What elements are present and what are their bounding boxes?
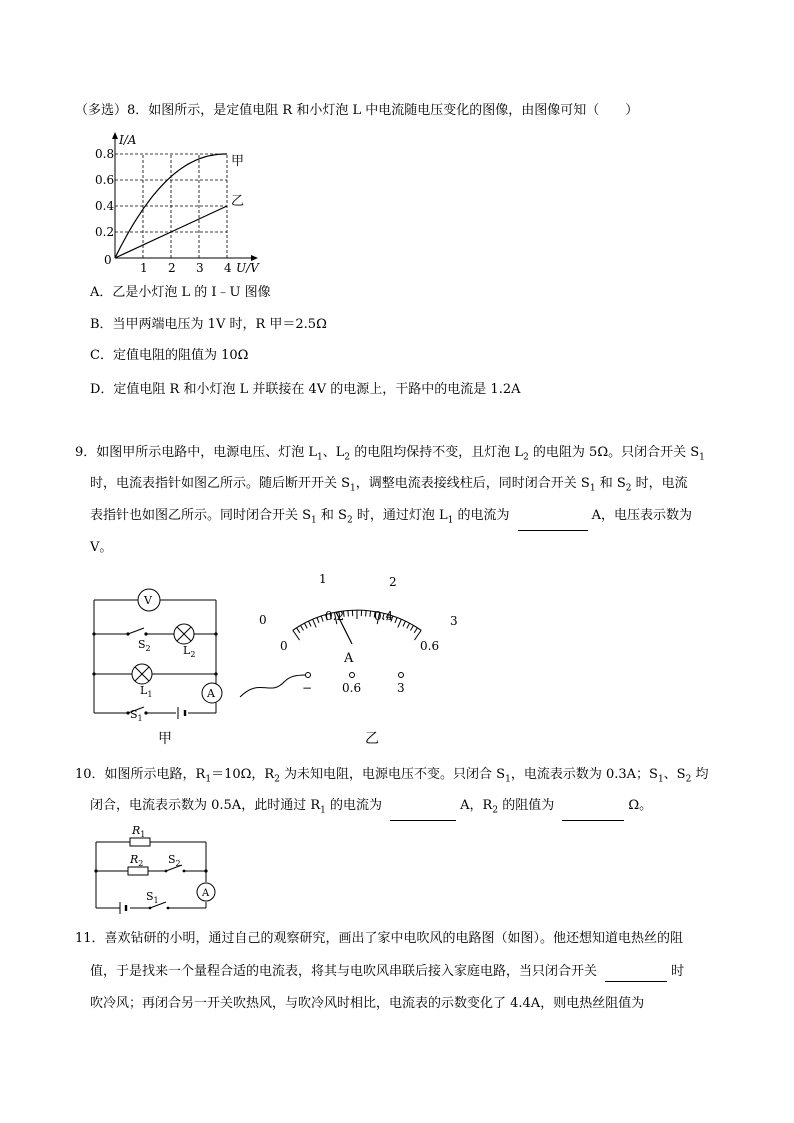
- x-tick-label: 1: [140, 261, 148, 275]
- q10-line-2: 闭合，电流表示数为 0.5A，此时通过 $R_1$ 的电流为 A，$R_2$ 的阻值为 Ω。: [90, 796, 652, 821]
- q10-line-1: 10．如图所示电路，$R_1=10\Omega$，$R_2$ 为未知电阻，电源电压不变。只闭合 $S_1$，电流表示数为 0.3A；$S_1$、$S_2$ 均: [75, 767, 709, 785]
- q9-circuit-jia: [88, 588, 228, 723]
- scale-bottom-04: 0.4: [374, 609, 394, 623]
- voltmeter-symbol: V: [144, 594, 152, 607]
- r1-label: $R_1$: [132, 824, 146, 839]
- ammeter-symbol: A: [207, 687, 215, 700]
- y-tick-label: 0.8: [95, 147, 115, 161]
- curve-label-yi: 乙: [231, 194, 245, 209]
- meter-tick: [321, 616, 323, 622]
- q8-option-c: C．定值电阻的阻值为 10Ω: [90, 348, 249, 363]
- q11-line-1: 11．喜欢钻研的小明，通过自己的观察研究，画出了家中电吹风的电路图（如图）。他还想知道电热丝的阻: [75, 931, 684, 946]
- origin-label: 0: [104, 253, 112, 267]
- scale-bottom-0: 0: [280, 639, 288, 653]
- q8-option-d: D．定值电阻 R 和小灯泡 L 并联接在 4V 的电源上，干路中的电流是 1.2A: [90, 382, 521, 397]
- meter-tick: [348, 610, 349, 616]
- meter-tick: [414, 628, 417, 633]
- scale-top-3: 3: [450, 614, 458, 628]
- q9-fig-yi-caption: 乙: [365, 731, 379, 747]
- y-tick-label: 0.4: [95, 199, 115, 213]
- q11-line-3: 吹冷风；再闭合另一开关吹热风，与吹冷风时相比，电流表的示数变化了 4.4A，则电热丝阻值为: [90, 996, 645, 1011]
- q10-circuit: [90, 820, 220, 915]
- x-tick-label: 3: [196, 261, 204, 275]
- x-tick-label: 2: [168, 261, 176, 275]
- q9-line-4: V。: [90, 540, 113, 555]
- q9-fig-jia-caption: 甲: [158, 731, 172, 747]
- s1-label: $S_1$: [146, 890, 159, 905]
- switch-s1-label: $S_1$: [130, 708, 143, 723]
- meter-unit: A: [344, 651, 354, 666]
- switch-s2-label: $S_2$: [138, 638, 151, 653]
- lamp-l2-label: $L_2$: [183, 644, 196, 659]
- q11-blank-switch[interactable]: [605, 966, 667, 982]
- q8-option-a: A．乙是小灯泡 L 的 I﹣U 图像: [90, 285, 271, 300]
- y-tick-label: 0.2: [95, 225, 115, 239]
- q8-option-b: B．当甲两端电压为 1V 时，R 甲＝2.5Ω: [90, 317, 327, 332]
- terminal-3: 3: [397, 681, 405, 695]
- terminal-06: 0.6: [342, 681, 362, 695]
- q10-blank-resistance[interactable]: [562, 805, 624, 821]
- y-tick-label: 0.6: [95, 173, 115, 187]
- meter-tick: [411, 625, 414, 630]
- q11-line-2: 值，于是找来一个量程合适的电流表，将其与电吹风串联后接入家庭电路，当只闭合开关 时: [90, 962, 684, 982]
- meter-tick: [403, 621, 406, 626]
- meter-tick: [304, 623, 307, 628]
- scale-top-0: 0: [259, 613, 267, 627]
- scale-top-1: 1: [319, 572, 327, 586]
- q9-ammeter-yi: [240, 572, 470, 697]
- meter-tick: [370, 611, 371, 617]
- scale-top-2: 2: [389, 575, 397, 589]
- lamp-l1-label: $L_1$: [140, 684, 153, 699]
- q9-blank-current[interactable]: [518, 515, 588, 531]
- r2-label: $R_2$: [130, 853, 144, 868]
- q9-line-1: 9．如图甲所示电路中，电源电压、灯泡 $L_1$、$L_2$ 的电阻均保持不变，且灯泡 $L_2$ 的电阻为 5Ω。只闭合开关 $S_1$: [75, 445, 705, 463]
- q8-iu-graph: [95, 130, 275, 280]
- q9-line-3: 表指针也如图乙所示。同时闭合开关 $S_1$ 和 $S_2$ 时，通过灯泡 $L_1$ 的电流为 A，电压表示数为: [90, 506, 692, 531]
- ammeter-symbol-q10: A: [202, 888, 210, 899]
- meter-tick: [398, 619, 402, 627]
- y-axis-label: I/A: [119, 133, 137, 147]
- q8-stem: （多选）8．如图所示，是定值电阻 R 和小灯泡 L 中电流随电压变化的图像，由图像可知（ ）: [75, 103, 639, 118]
- scale-bottom-06: 0.6: [420, 639, 440, 653]
- meter-tick: [395, 617, 397, 623]
- meter-tick: [313, 619, 317, 627]
- meter-tick: [317, 617, 319, 623]
- meter-tick: [300, 625, 303, 630]
- scale-bottom-02: 0.2: [325, 609, 345, 623]
- q9-line-2: 时，电流表指针如图乙所示。随后断开开关 $S_1$，调整电流表接线柱后，同时闭合开关 $S_1$ 和 $S_2$ 时，电流: [90, 476, 688, 494]
- curve-label-jia: 甲: [231, 154, 245, 169]
- terminal-negative: −: [302, 681, 313, 695]
- meter-tick: [309, 621, 312, 626]
- s2-label: $S_2$: [168, 853, 181, 868]
- q10-blank-current[interactable]: [390, 805, 456, 821]
- x-tick-label: 4: [224, 261, 232, 275]
- x-axis-label: U/V: [236, 261, 259, 275]
- meter-tick: [297, 628, 300, 633]
- meter-tick: [407, 623, 410, 628]
- meter-tick: [366, 610, 367, 616]
